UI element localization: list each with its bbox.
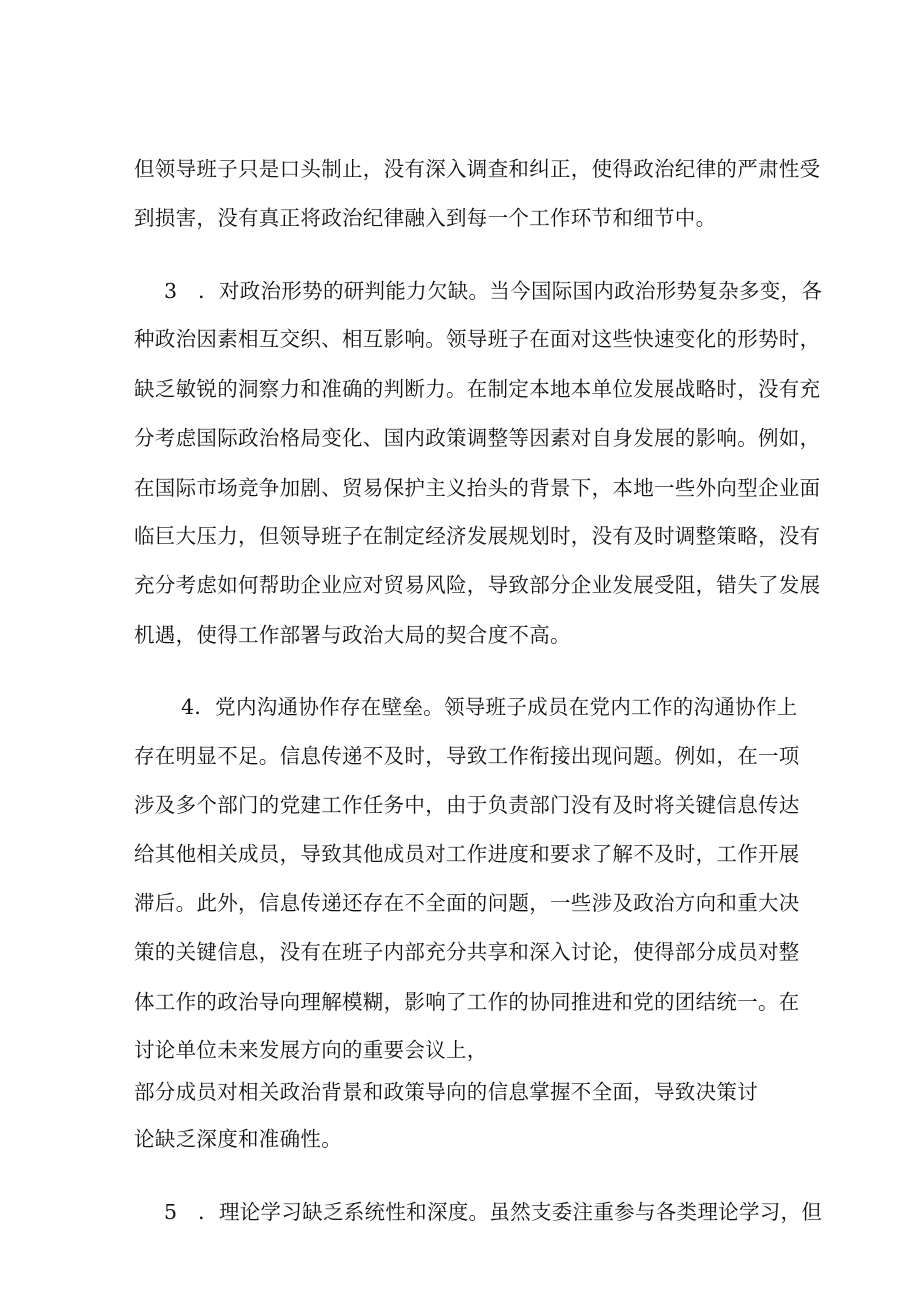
paragraph-3-heading: 3 ．对政治形势的研判能力欠缺。当今国际国内政治形势复杂多变，各: [164, 279, 823, 303]
text-line-13: 涉及多个部门的党建工作任务中，由于负责部门没有及时将关键信息传达: [134, 793, 800, 817]
text-line-19: 部分成员对相关政治背景和政策导向的信息掌握不全面，导致决策讨: [134, 1080, 758, 1104]
text-line-17: 体工作的政治导向理解模糊，影响了工作的协同推进和党的团结统一。在: [134, 990, 800, 1014]
text-line-20: 论缺乏深度和准确性。: [134, 1127, 342, 1151]
text-line-15: 滞后。此外，信息传递还存在不全面的问题，一些涉及政治方向和重大决: [134, 891, 800, 915]
paragraph-5-heading: 5 ．理论学习缺乏系统性和深度。虽然支委注重参与各类理论学习，但: [164, 1200, 823, 1224]
text-line-9: 充分考虑如何帮助企业应对贸易风险，导致部分企业发展受阻，错失了发展: [134, 573, 821, 597]
text-line-1: 但领导班子只是口头制止，没有深入调查和纠正，使得政治纪律的严肃性受: [134, 157, 821, 181]
text-line-2: 到损害，没有真正将政治纪律融入到每一个工作环节和细节中。: [134, 206, 717, 230]
text-line-5: 缺乏敏锐的洞察力和准确的判断力。在制定本地本单位发展战略时，没有充: [134, 377, 821, 401]
text-line-10: 机遇，使得工作部署与政治大局的契合度不高。: [134, 623, 571, 647]
paragraph-4-heading: 4．党内沟通协作存在壁垒。领导班子成员在党内工作的沟通协作上: [181, 695, 798, 719]
text-line-6: 分考虑国际政治格局变化、国内政策调整等因素对自身发展的影响。例如，: [134, 426, 821, 450]
text-line-14: 给其他相关成员，导致其他成员对工作进度和要求了解不及时，工作开展: [134, 842, 800, 866]
text-line-4: 种政治因素相互交织、相互影响。领导班子在面对这些快速变化的形势时，: [134, 327, 821, 351]
text-line-7: 在国际市场竞争加剧、贸易保护主义抬头的背景下，本地一些外向型企业面: [134, 476, 821, 500]
text-line-12: 存在明显不足。信息传递不及时，导致工作衔接出现问题。例如，在一项: [134, 744, 800, 768]
text-line-8: 临巨大压力，但领导班子在制定经济发展规划时，没有及时调整策略，没有: [134, 524, 821, 548]
text-line-18: 讨论单位未来发展方向的重要会议上，: [134, 1038, 488, 1062]
text-line-16: 策的关键信息，没有在班子内部充分共享和深入讨论，使得部分成员对整: [134, 940, 800, 964]
